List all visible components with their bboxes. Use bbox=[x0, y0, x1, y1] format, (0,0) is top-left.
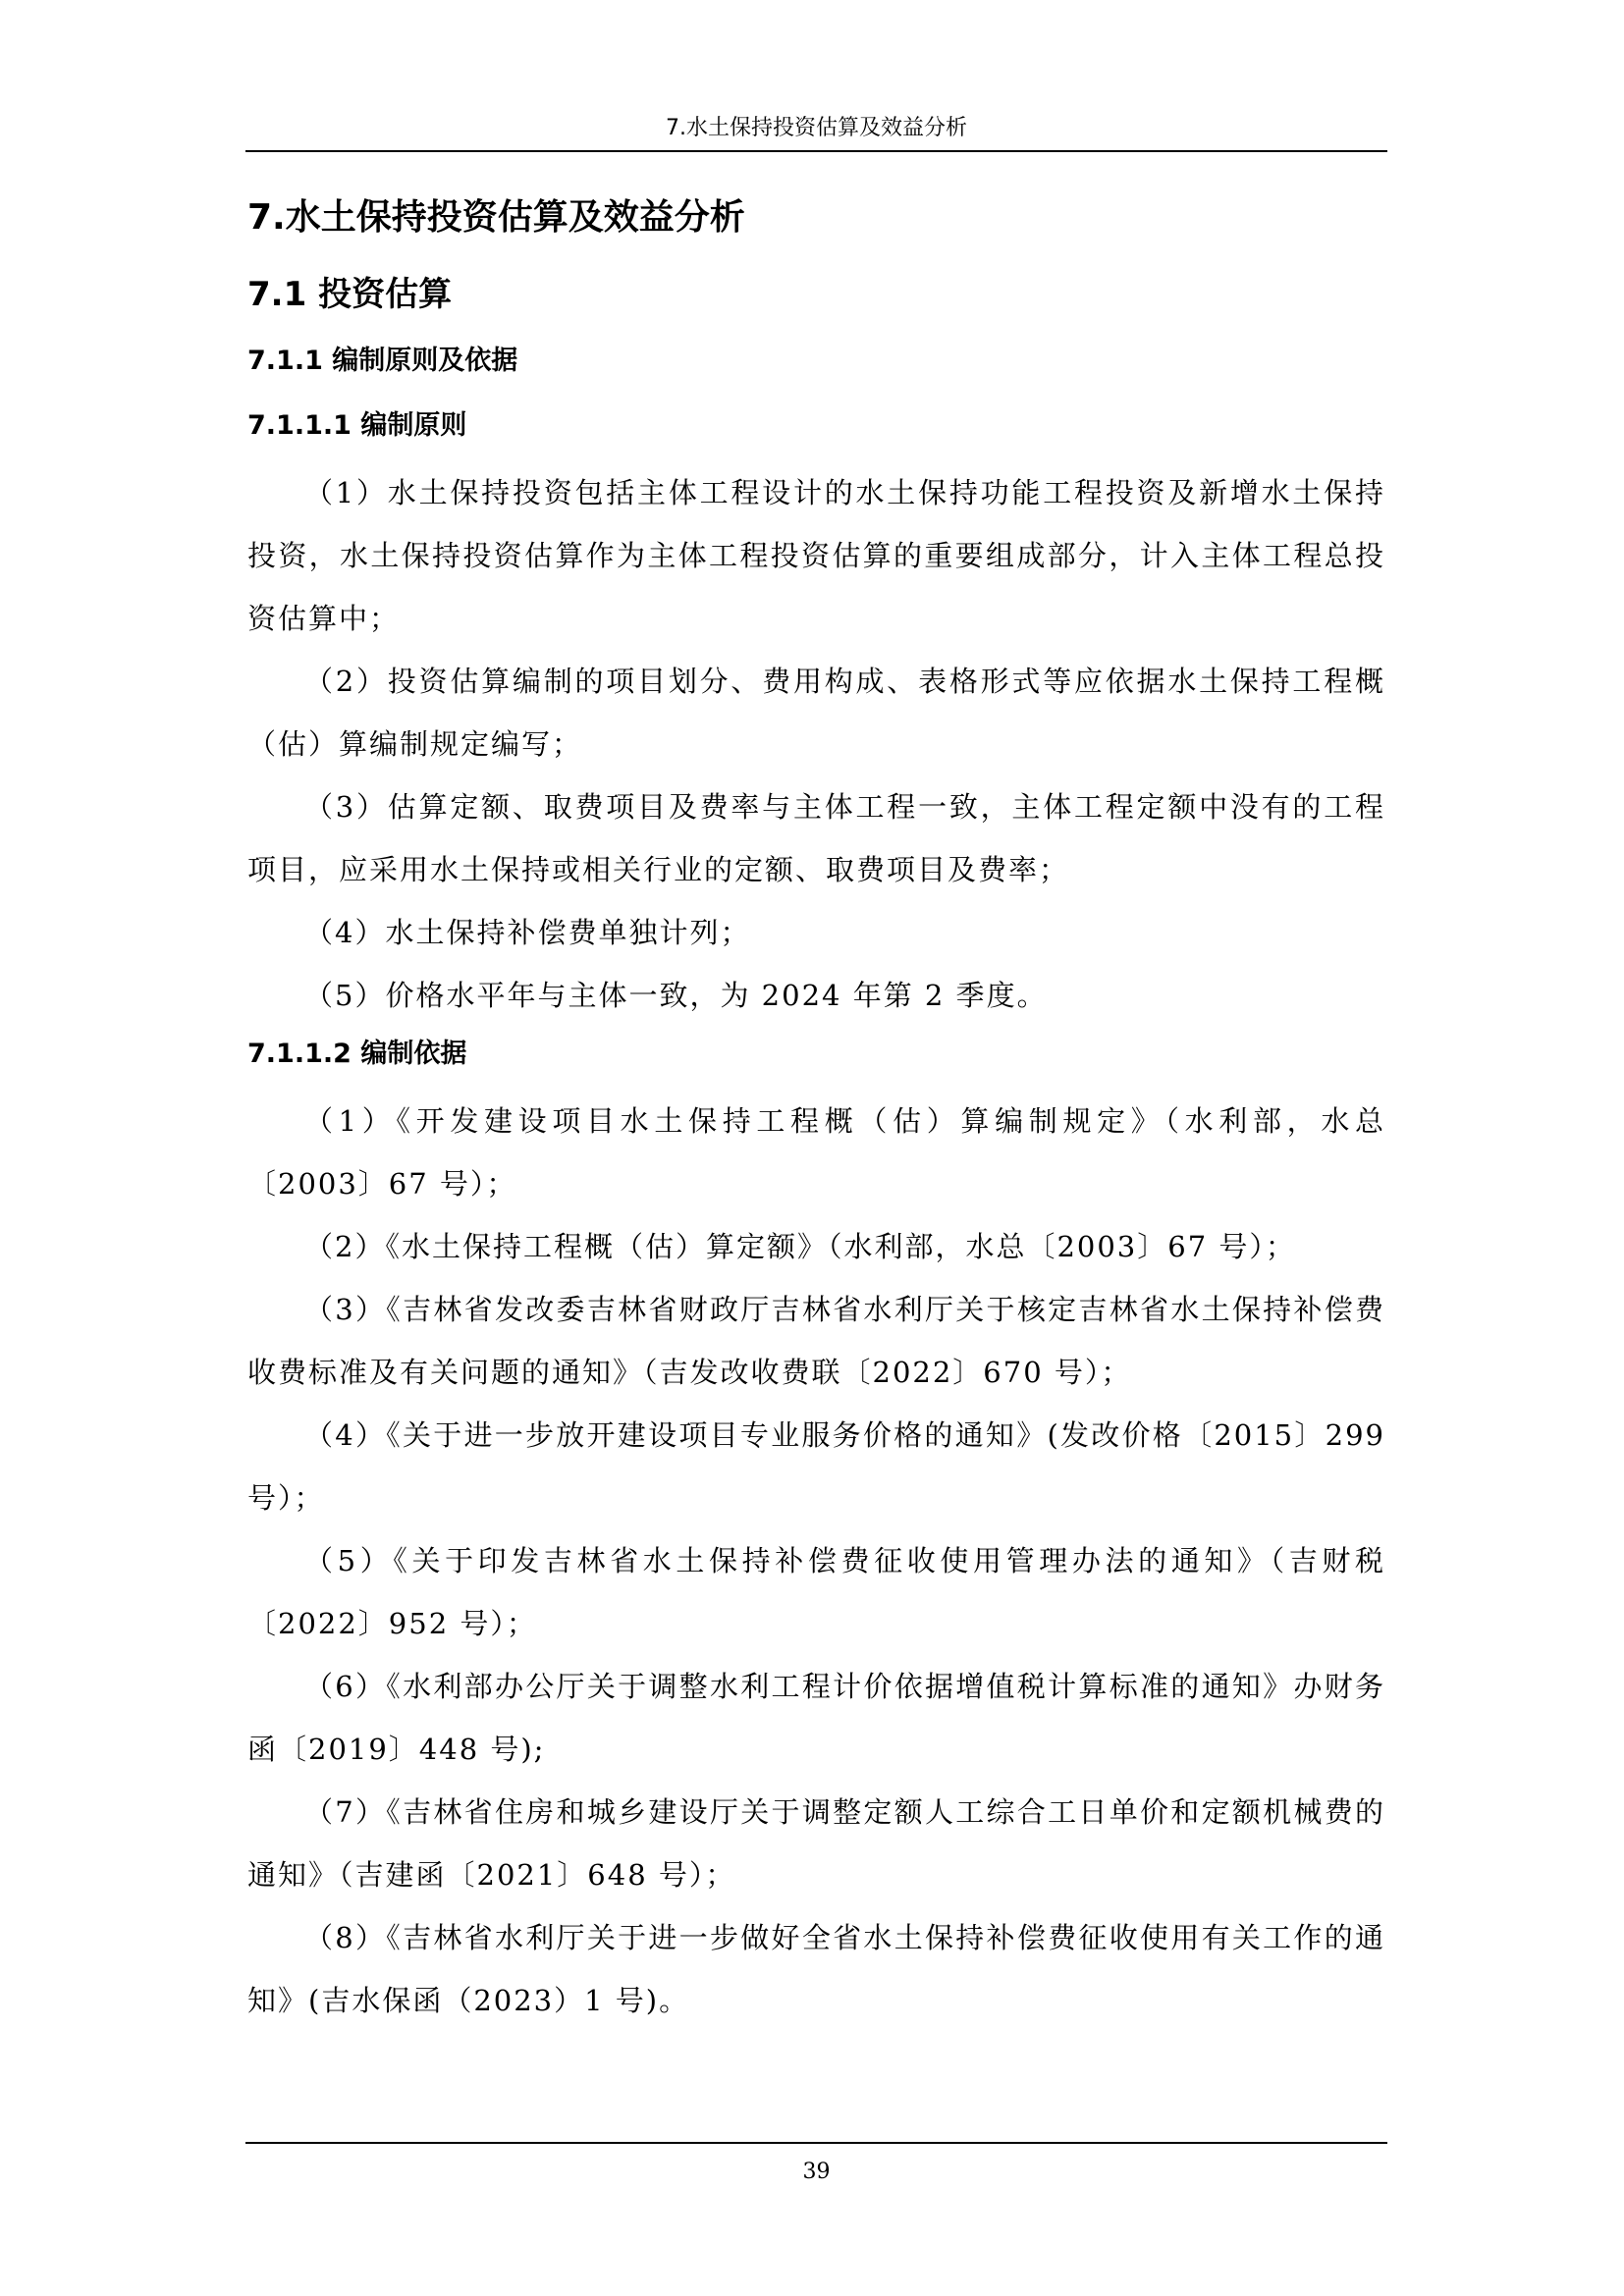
basis-paragraph: （5）《关于印发吉林省水土保持补偿费征收使用管理办法的通知》（吉财税〔2022〕952 号）； bbox=[247, 1544, 1385, 1640]
page-content bbox=[247, 192, 1385, 2032]
principle-paragraph: （5）价格水平年与主体一致，为 2024 年第 2 季度。 bbox=[304, 979, 1048, 1012]
header-rule bbox=[245, 150, 1387, 152]
basis-paragraph: （1）《开发建设项目水土保持工程概（估）算编制规定》（水利部，水总〔2003〕67 号）； bbox=[247, 1104, 1385, 1201]
principle-paragraph: （4）水土保持补偿费单独计列； bbox=[304, 916, 751, 949]
chapter-heading: 7.水土保持投资估算及效益分析 bbox=[247, 197, 745, 238]
principle-paragraph: （3）估算定额、取费项目及费率与主体工程一致，主体工程定额中没有的工程项目，应采用水土保持或相关行业的定额、取费项目及费率； bbox=[247, 790, 1385, 886]
running-header: 7.水土保持投资估算及效益分析 bbox=[666, 116, 967, 140]
basis-paragraph: （7）《吉林省住房和城乡建设厅关于调整定额人工综合工日单价和定额机械费的通知》（吉建函〔2021〕648 号）； bbox=[247, 1795, 1385, 1892]
subsection-heading: 7.1.1 编制原则及依据 bbox=[247, 346, 518, 376]
principles-heading: 7.1.1.1 编制原则 bbox=[247, 410, 467, 441]
footer-rule bbox=[245, 2142, 1387, 2144]
basis-paragraph: （8）《吉林省水利厅关于进一步做好全省水土保持补偿费征收使用有关工作的通知》(吉水保函（2023）1 号)。 bbox=[247, 1921, 1385, 2017]
principle-paragraph: （2）投资估算编制的项目划分、费用构成、表格形式等应依据水土保持工程概（估）算编制规定编写； bbox=[247, 665, 1385, 761]
section-heading: 7.1 投资估算 bbox=[247, 275, 453, 314]
principle-paragraph: （1）水土保持投资包括主体工程设计的水土保持功能工程投资及新增水土保持投资，水土保持投资估算作为主体工程投资估算的重要组成部分，计入主体工程总投资估算中； bbox=[247, 476, 1385, 635]
page-number: 39 bbox=[802, 2160, 831, 2184]
basis-paragraph: （4）《关于进一步放开建设项目专业服务价格的通知》(发改价格〔2015〕299 号）； bbox=[247, 1418, 1385, 1515]
basis-paragraph: （3）《吉林省发改委吉林省财政厅吉林省水利厅关于核定吉林省水土保持补偿费收费标准及有关问题的通知》（吉发改收费联〔2022〕670 号）； bbox=[247, 1293, 1385, 1389]
basis-paragraph: （6）《水利部办公厅关于调整水利工程计价依据增值税计算标准的通知》办财务函〔2019〕448 号); bbox=[247, 1670, 1385, 1766]
basis-heading: 7.1.1.2 编制依据 bbox=[247, 1039, 467, 1069]
basis-paragraph: （2）《水土保持工程概（估）算定额》（水利部，水总〔2003〕67 号）； bbox=[304, 1230, 1296, 1263]
